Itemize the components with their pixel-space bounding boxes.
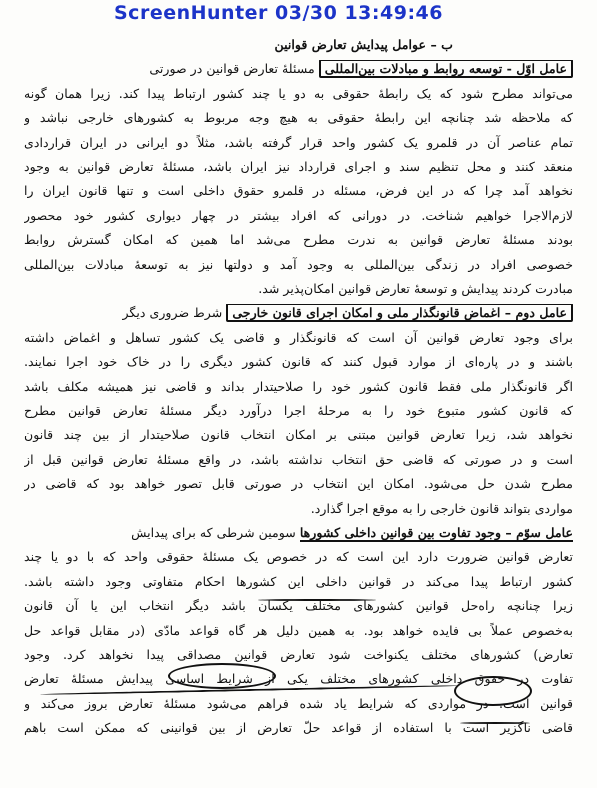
paragraph-line [24,548,573,566]
screenhunter-watermark: ScreenHunter 03/30 13:49:46 [114,2,443,24]
paragraph-text: تفاوت در حقوق داخلی کشورهای مختلف یکی از شرایط اساسی پیدایش مسئلهٔ تعارض [24,671,573,687]
paragraph-line [24,207,573,225]
paragraph-text: سومین شرطی که برای پیدایش [131,525,300,540]
paragraph-text: تعارض قوانین ضرورت دارد این است که در خصوص یک مسئلهٔ حقوقی واحد که با دو یا چند [24,549,573,565]
paragraph-line [24,256,573,274]
boxed-subheading: عامل دوم – اغماض قانونگذار ملی و امکان اجرای قانون خارجی [226,304,573,322]
paragraph-text: اگر قانونگذار ملی فقط قانون کشور خود را صلاحیتدار بداند و قاضی نیز همیشه مکلف باشد [24,378,573,394]
paragraph-line [24,426,573,444]
paragraph-text: مطرح شدن حل می‌شود. امکان این انتخاب در صورتی قابل تصور خواهد بود که قاضی در [24,476,573,492]
paragraph-text: است و در صورتی که قاضی حق انتخاب نداشته باشد، در واقع مسئلهٔ تعارض قوانین قبل از [24,451,573,467]
paragraph-text: تمام عناصر آن در قلمرو یک کشور واحد قرار گرفته باشد، مثلاً دو ایرانی در ایران قراردادی [24,134,573,150]
paragraph-text: بودند مسئلهٔ تعارض قوانین به ندرت مطرح می‌شد اما همین که امکان گسترش روابط [24,232,573,248]
paragraph-text: تعارض) کشورهای مختلف یکنواخت شود تعارض قوانین مصداقی پیدا نخواهد کرد. وجود [24,647,573,662]
paragraph-text: می‌تواند مطرح شود که یک رابطهٔ حقوقی به دو یا چند کشور ارتباط پیدا کند. زیرا همان گونه [24,85,573,101]
subheading-line [24,304,573,322]
pen-underline-mark [460,722,530,724]
section-heading [24,36,573,54]
paragraph-text: شرط ضروری دیگر [122,305,227,321]
paragraph-text: لازم‌الاجرا خواهیم شناخت. در دورانی که افراد بیشتر در چهار دیواری کشور خود محصور [24,207,573,223]
pen-underline-mark [258,599,376,601]
paragraph-line [24,500,573,518]
subheading-line [24,524,573,542]
paragraph-text: نخواهد آمد چرا که در این فرض، مسئله در قلمرو حقوق داخلی است و تنها قانون ایران را [24,183,573,199]
paragraph-text: به‌خصوص عملاً بی فایده خواهد بود. به همین دلیل هر گاه قواعد مادّی (در مقابل قواعد حل [24,622,573,638]
paragraph-text: زیرا چنانچه راه‌حل قوانین کشورهای مختلف یکسان باشد دیگر انتخاب این یا آن قانون [24,598,573,614]
underlined-subheading: عامل سوّم – وجود تفاوت بین قوانین داخلی کشورها [299,525,573,540]
paragraph-line [24,402,573,420]
paragraph-text: مبادرت کردند پیدایش و توسعهٔ تعارض قوانین امکان‌پذیر شد. [258,281,573,296]
paragraph-line [24,134,573,152]
paragraph-text: کشور ارتباط پیدا می‌کند در قوانین داخلی این کشورها احکام متفاوتی وجود داشته باشد. [24,573,573,589]
paragraph-text: باشند و در پاره‌ای از موارد قبول کنند که قانون کشور دیگری را در خاک خود اجرا نمایند. [24,354,573,370]
paragraph-text: مواردی بتواند قانون خارجی را به موقع اجرا گذارد. [310,500,573,516]
paragraph-line [24,475,573,493]
paragraph-text: قاضی ناگزیر است با استفاده از قواعد حلّ تعارض از بین قوانینی که ممکن است باهم [24,720,573,736]
paragraph-text: خصوصی افراد در زندگی بین‌المللی به وجود آمد و دولتها نیز به توسعهٔ مبادلات بین‌المللی [24,256,573,272]
paragraph-line [24,353,573,371]
paragraph-text: نخواهد شد، زیرا تعارض قوانین مبتنی بر امکان انتخاب قانون صلاحیتدار از بین چند قانون [24,427,573,443]
paragraph-text: برای وجود تعارض قوانین آن است که قانونگذار و قاضی یک کشور تساهل و اغماض داشته [24,329,573,345]
paragraph-line [24,85,573,103]
subheading-line [24,60,573,78]
pen-circle-mark [168,663,276,689]
paragraph-line [24,646,573,664]
paragraph-text: منعقد کنند و محل تنظیم سند و اجرای قرارداد نیز ایران باشد، مسئلهٔ تعارض قوانین به وجود [24,159,573,174]
paragraph-line [24,231,573,249]
paragraph-line [24,158,573,176]
paragraph-text: که ملاحظه شد چنانچه این رابطهٔ حقوقی به هیچ وجه مربوط به کشورهای خارجی نباشد و [24,110,573,126]
section-heading-text: ب – عوامل پیدایش تعارض قوانین [274,37,453,52]
paragraph-line [24,182,573,200]
paragraph-text: مسئلهٔ تعارض قوانین در صورتی [149,61,319,77]
paragraph-line [24,573,573,591]
paragraph-line [24,451,573,469]
boxed-subheading: عامل اوّل - توسعه روابط و مبادلات بین‌المللی [319,60,573,78]
paragraph-line [24,280,573,298]
pen-circle-mark [454,676,532,706]
paragraph-line [24,329,573,347]
paragraph-line [24,109,573,127]
paragraph-line [24,378,573,396]
paragraph-text: قوانین است. در مواردی که شرایط یاد شده فراهم می‌شود مسئلهٔ تعارض بروز می‌کند و [24,695,573,711]
paragraph-line [24,622,573,640]
paragraph-text: که قانون کشور متبوع خود را به مرحلهٔ اجرا درآورد دیگر مسئلهٔ تعارض قوانین مطرح [24,403,573,418]
